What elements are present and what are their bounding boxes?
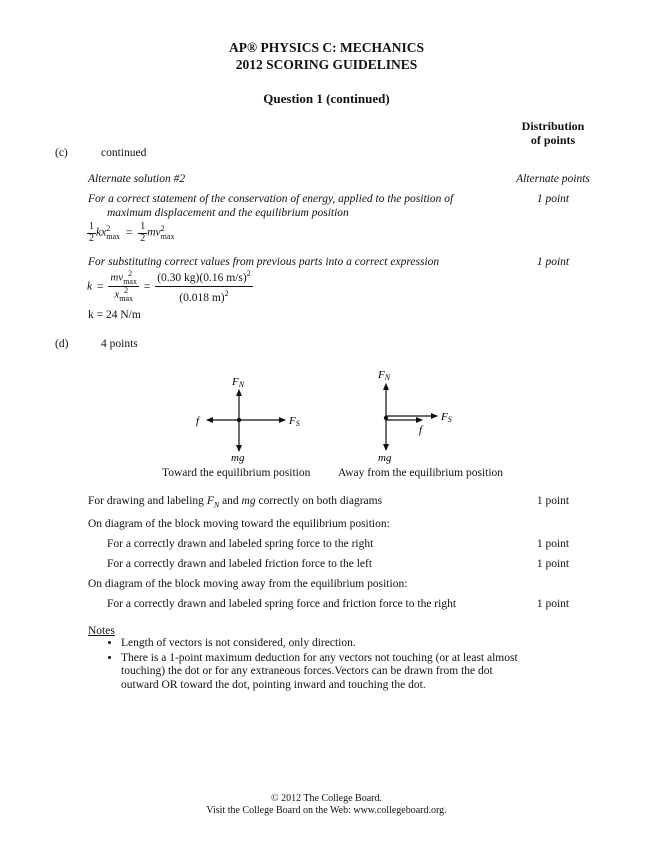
distribution-line1: Distribution xyxy=(521,119,585,133)
criterion-both-diagrams-points: 1 point xyxy=(536,495,570,507)
criterion-substitution-points: 1 point xyxy=(536,256,570,268)
alternate-solution-heading: Alternate solution #2 xyxy=(88,173,186,185)
footer-visit: Visit the College Board on the Web: www.collegeboard.org. xyxy=(206,805,447,816)
toward-spring-points: 1 point xyxy=(536,538,570,550)
crit-both-mg: mg xyxy=(241,495,256,507)
part-c-status: continued xyxy=(101,147,147,159)
criterion-energy-line2: maximum displacement and the equilibrium position xyxy=(107,207,349,219)
eq-k-x-sq: 2 xyxy=(124,286,129,296)
crit-both-and: and xyxy=(222,495,239,507)
eq-k-x: x xyxy=(114,288,120,301)
header-subtitle: 2012 SCORING GUIDELINES xyxy=(235,57,418,72)
note-item: • There is a 1-point maximum deduction for any vectors not touching (or at least almost touching) the dot or for any extraneous forces.Vectors can be drawn from the dot outward OR toward the dot, pointing inward and touching the dot. xyxy=(121,652,521,693)
toward-friction-points: 1 point xyxy=(536,558,570,570)
eq-k-num-sq: 2 xyxy=(246,269,251,278)
eq-kx: kx xyxy=(96,226,107,239)
toward-friction-criterion: For a correctly drawn and labeled friction force to the left xyxy=(107,558,373,570)
away-dot xyxy=(384,416,388,420)
eq-half-num-right: 1 xyxy=(140,221,146,232)
eq-k-den: (0.018 m) xyxy=(179,291,225,304)
away-heading: On diagram of the block moving away from the equilibrium position: xyxy=(88,578,408,590)
eq-half-den-right: 2 xyxy=(140,232,146,244)
eq-half-den-left: 2 xyxy=(89,232,94,244)
toward-dot xyxy=(237,418,241,422)
crit-both-a: For drawing and labeling xyxy=(88,495,204,507)
caption-away: Away from the equilibrium position xyxy=(338,467,504,479)
criterion-both-diagrams xyxy=(88,495,382,509)
toward-f-label: f xyxy=(196,415,200,427)
alternate-points-heading: Alternate points xyxy=(516,173,590,185)
notes-heading: Notes xyxy=(88,625,115,637)
distribution-line2: of points xyxy=(530,133,576,147)
notes-list xyxy=(105,637,521,693)
note-item: • Length of vectors is not considered, only direction. xyxy=(121,637,521,651)
eq-kx-sq: 2 xyxy=(106,224,111,233)
eq-mv-sq: 2 xyxy=(160,224,165,233)
diagram-away xyxy=(377,369,452,464)
part-c-label: (c) xyxy=(55,147,68,159)
away-fn-label: FN xyxy=(378,369,391,382)
eq-mv: mv xyxy=(147,226,161,239)
eq-k-mv: mv xyxy=(110,271,124,284)
eq-k-num: (0.30 kg)(0.16 m/s) xyxy=(157,271,247,284)
toward-fs-label: FS xyxy=(289,415,300,428)
crit-both-b: correctly on both diagrams xyxy=(258,495,383,507)
part-d-label: (d) xyxy=(55,338,69,350)
eq-k-equals-2: = xyxy=(143,280,151,293)
away-points: 1 point xyxy=(536,598,570,610)
footer-copyright: © 2012 The College Board. xyxy=(270,793,382,804)
part-d-points: 4 points xyxy=(101,338,138,350)
caption-toward: Toward the equilibrium position xyxy=(162,467,311,479)
eq-k-den-sq: 2 xyxy=(224,288,229,298)
eq-k-symbol: k xyxy=(87,280,93,293)
criterion-energy-points: 1 point xyxy=(536,193,570,205)
eq-k-mv-sq: 2 xyxy=(128,269,133,279)
diagram-toward xyxy=(196,376,300,464)
away-mg-label: mg xyxy=(378,452,392,464)
away-fs-label: FS xyxy=(441,411,452,424)
header-title: AP® PHYSICS C: MECHANICS xyxy=(229,40,424,55)
away-f-label: f xyxy=(419,424,423,436)
crit-both-fn: $F_N$ xyxy=(206,495,220,510)
toward-mg-label: mg xyxy=(231,452,245,464)
toward-heading: On diagram of the block moving toward the equilibrium position: xyxy=(88,518,390,530)
toward-spring-criterion: For a correctly drawn and labeled spring force to the right xyxy=(107,538,374,550)
eq-k-x-max: max xyxy=(119,294,133,304)
eq-kx-max: max xyxy=(106,232,120,241)
eq-equals: = xyxy=(125,226,133,239)
question-title: Question 1 (continued) xyxy=(263,91,390,106)
eq-half-num-left: 1 xyxy=(89,221,94,232)
eq-mv-max: max xyxy=(160,232,175,241)
away-criterion: For a correctly drawn and labeled spring force and friction force to the right xyxy=(107,598,457,610)
criterion-substitution: For substituting correct values from previous parts into a correct expression xyxy=(88,256,440,268)
toward-fn-label: FN xyxy=(232,376,245,389)
result-k: k = 24 N/m xyxy=(88,309,141,321)
eq-k-equals-1: = xyxy=(96,280,104,293)
criterion-energy-line1: For a correct statement of the conservation of energy, applied to the position of xyxy=(88,193,454,205)
eq-k-mv-max: max xyxy=(123,277,137,287)
